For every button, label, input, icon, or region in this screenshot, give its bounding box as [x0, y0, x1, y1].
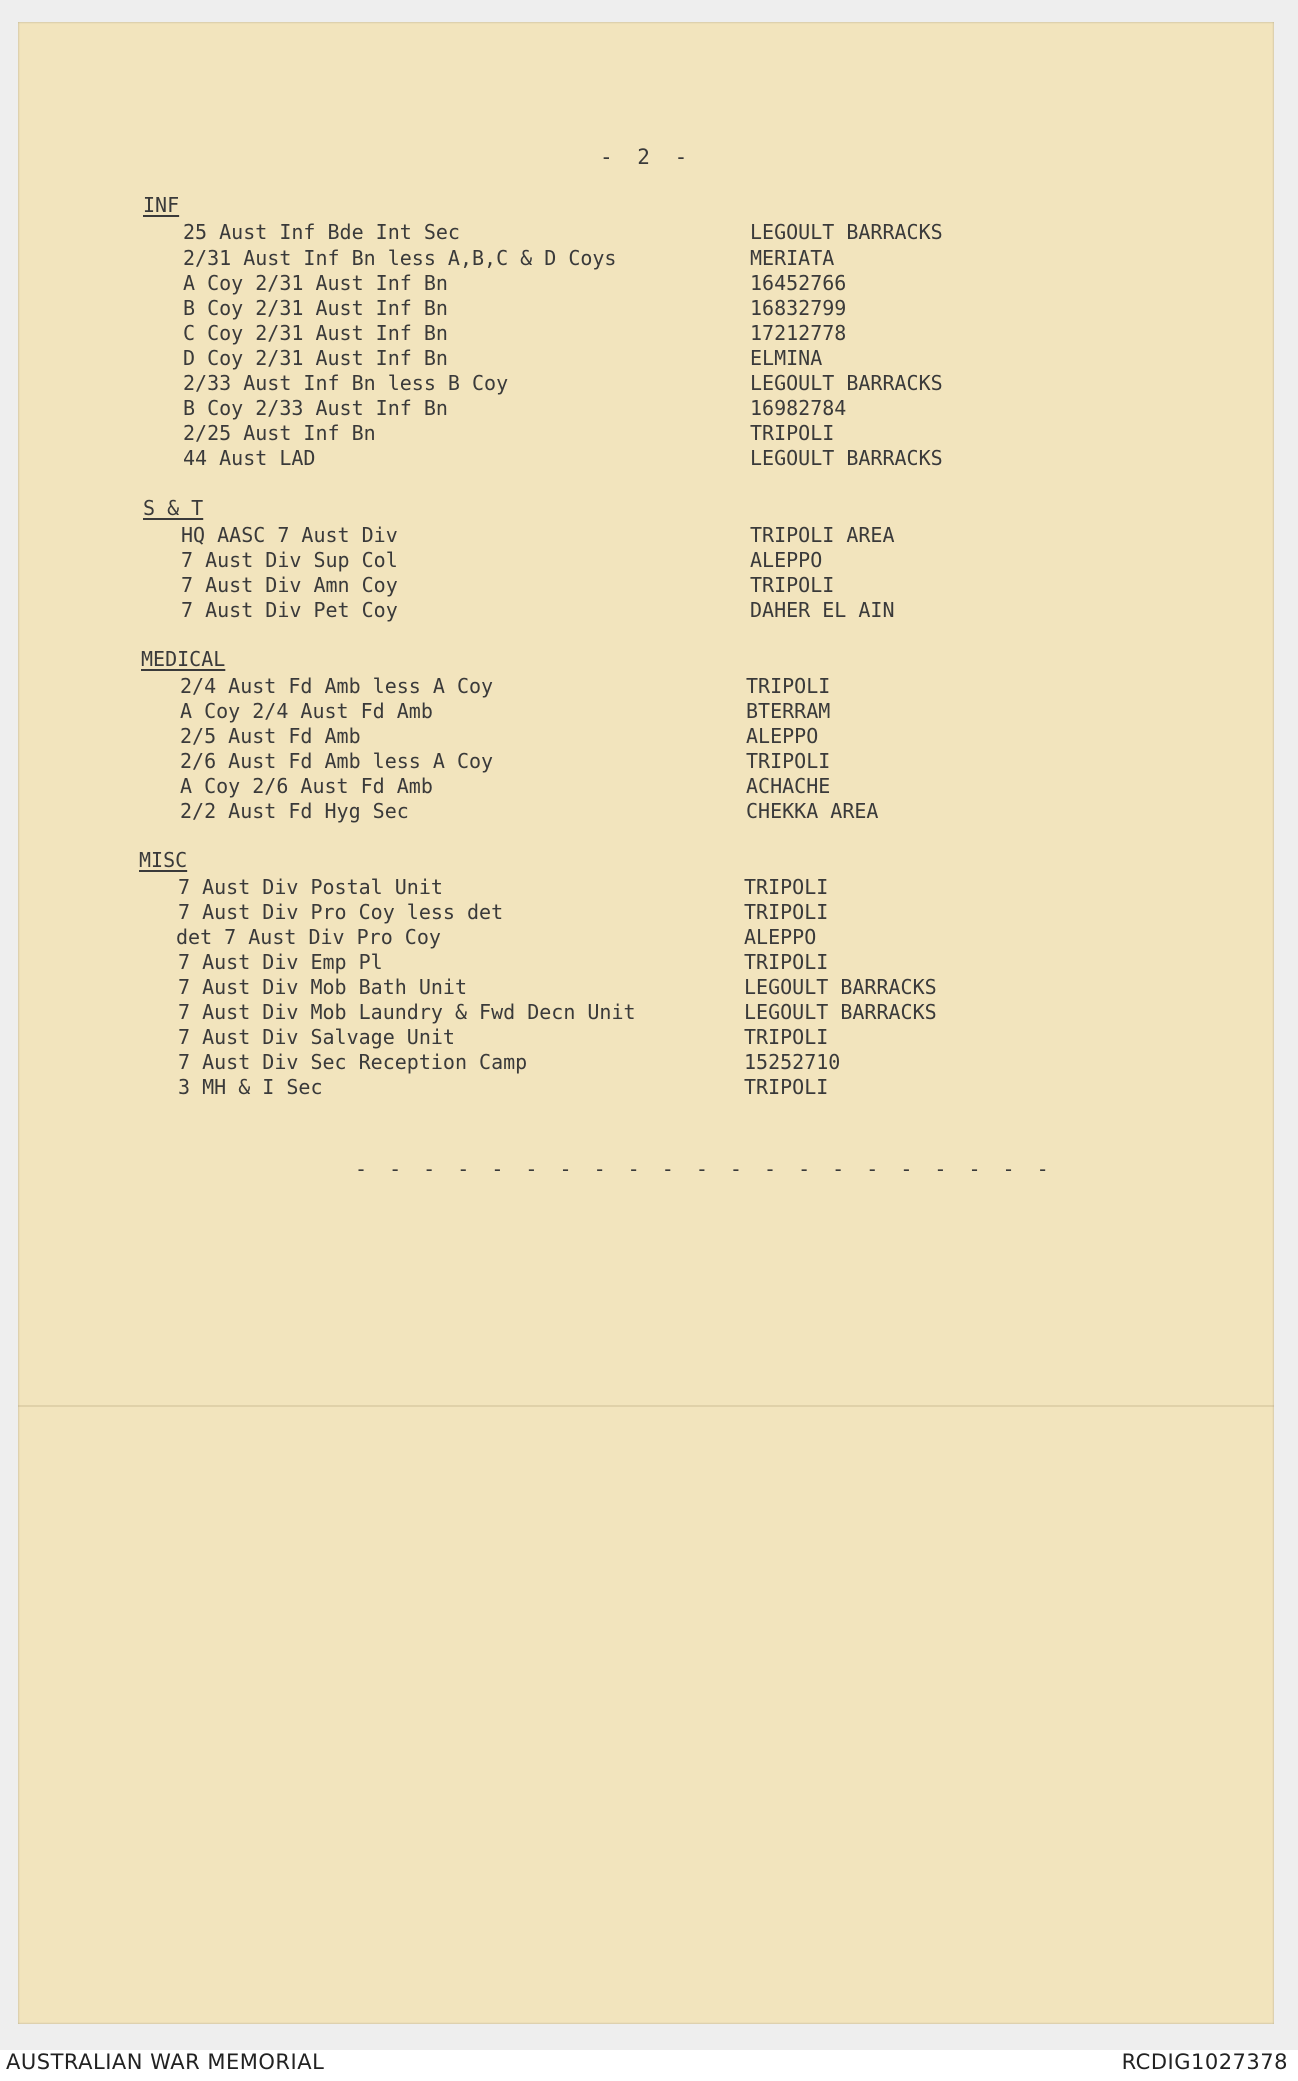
unit-location: 16452766: [750, 271, 847, 295]
unit-location: LEGOULT BARRACKS: [750, 371, 943, 395]
unit-name: 7 Aust Div Pet Coy: [181, 598, 398, 622]
section-heading-s-and-t: S & T: [143, 496, 204, 520]
list-item: [0, 950, 1298, 976]
unit-name: 7 Aust Div Mob Bath Unit: [178, 975, 467, 999]
unit-name: 2/31 Aust Inf Bn less A,B,C & D Coys: [183, 246, 617, 270]
section-heading-medical: MEDICAL: [141, 647, 226, 671]
unit-name: 7 Aust Div Amn Coy: [181, 573, 398, 597]
list-item: [0, 271, 1298, 297]
list-item: [0, 523, 1298, 549]
list-item: [0, 246, 1298, 272]
unit-name: 2/6 Aust Fd Amb less A Coy: [180, 749, 494, 773]
unit-location: LEGOULT BARRACKS: [750, 446, 943, 470]
unit-location: BTERRAM: [746, 699, 831, 723]
unit-location: ALEPPO: [744, 925, 817, 949]
list-item: [0, 674, 1298, 700]
unit-location: LEGOULT BARRACKS: [744, 975, 937, 999]
unit-location: ALEPPO: [750, 548, 823, 572]
unit-name: 2/33 Aust Inf Bn less B Coy: [183, 371, 509, 395]
unit-name: HQ AASC 7 Aust Div: [181, 523, 398, 547]
list-item: [0, 975, 1298, 1001]
list-item: [0, 799, 1298, 825]
list-item: [0, 446, 1298, 472]
unit-name: 7 Aust Div Emp Pl: [178, 950, 383, 974]
paper-fold-line: [18, 1405, 1274, 1407]
unit-name: 2/2 Aust Fd Hyg Sec: [180, 799, 409, 823]
unit-location: LEGOULT BARRACKS: [750, 220, 943, 244]
unit-name: 7 Aust Div Salvage Unit: [178, 1025, 455, 1049]
unit-location: TRIPOLI: [744, 950, 829, 974]
list-item: [0, 548, 1298, 574]
footer-catalogue-id: RCDIG1027378: [1121, 2050, 1288, 2074]
unit-location: 15252710: [744, 1050, 841, 1074]
unit-location: TRIPOLI: [744, 875, 829, 899]
list-item: [0, 371, 1298, 397]
unit-name: det 7 Aust Div Pro Coy: [176, 925, 441, 949]
section-heading-misc: MISC: [139, 848, 188, 872]
unit-location: TRIPOLI: [744, 1025, 829, 1049]
unit-location: ELMINA: [750, 346, 823, 370]
list-item: [0, 573, 1298, 599]
end-divider: - - - - - - - - - - - - - - - - - - - - -: [355, 1157, 1054, 1181]
list-item: [0, 724, 1298, 750]
unit-location: ACHACHE: [746, 774, 831, 798]
unit-name: 2/4 Aust Fd Amb less A Coy: [180, 674, 494, 698]
unit-location: TRIPOLI AREA: [750, 523, 895, 547]
unit-name: 7 Aust Div Sup Col: [181, 548, 398, 572]
list-item: [0, 346, 1298, 372]
footer-source-label: AUSTRALIAN WAR MEMORIAL: [6, 2050, 325, 2074]
unit-name: D Coy 2/31 Aust Inf Bn: [183, 346, 448, 370]
unit-name: 7 Aust Div Postal Unit: [178, 875, 443, 899]
section-heading-inf: INF: [143, 193, 180, 217]
unit-location: TRIPOLI: [744, 900, 829, 924]
list-item: [0, 396, 1298, 422]
unit-location: TRIPOLI: [750, 573, 835, 597]
unit-location: 16832799: [750, 296, 847, 320]
unit-name: 7 Aust Div Pro Coy less det: [178, 900, 504, 924]
unit-location: CHEKKA AREA: [746, 799, 879, 823]
list-item: [0, 900, 1298, 926]
unit-location: 17212778: [750, 321, 847, 345]
unit-name: 2/5 Aust Fd Amb: [180, 724, 361, 748]
unit-name: 25 Aust Inf Bde Int Sec: [183, 220, 460, 244]
list-item: [0, 925, 1298, 951]
unit-name: 7 Aust Div Mob Laundry & Fwd Decn Unit: [178, 1000, 636, 1024]
list-item: [0, 774, 1298, 800]
unit-name: C Coy 2/31 Aust Inf Bn: [183, 321, 448, 345]
unit-location: TRIPOLI: [746, 749, 831, 773]
unit-location: ALEPPO: [746, 724, 819, 748]
unit-name: A Coy 2/31 Aust Inf Bn: [183, 271, 448, 295]
unit-name: 7 Aust Div Sec Reception Camp: [178, 1050, 528, 1074]
unit-location: DAHER EL AIN: [750, 598, 895, 622]
page-number: - 2 -: [600, 145, 694, 169]
list-item: [0, 699, 1298, 725]
list-item: [0, 598, 1298, 624]
unit-location: TRIPOLI: [744, 1075, 829, 1099]
unit-location: TRIPOLI: [750, 421, 835, 445]
unit-name: A Coy 2/4 Aust Fd Amb: [180, 699, 433, 723]
unit-name: B Coy 2/33 Aust Inf Bn: [183, 396, 448, 420]
unit-location: LEGOULT BARRACKS: [744, 1000, 937, 1024]
unit-location: 16982784: [750, 396, 847, 420]
unit-name: 2/25 Aust Inf Bn: [183, 421, 376, 445]
unit-location: TRIPOLI: [746, 674, 831, 698]
list-item: [0, 749, 1298, 775]
list-item: [0, 1050, 1298, 1076]
list-item: [0, 875, 1298, 901]
list-item: [0, 1025, 1298, 1051]
unit-name: 44 Aust LAD: [183, 446, 316, 470]
unit-location: MERIATA: [750, 246, 835, 270]
list-item: [0, 1075, 1298, 1101]
list-item: [0, 220, 1298, 246]
list-item: [0, 421, 1298, 447]
unit-name: A Coy 2/6 Aust Fd Amb: [180, 774, 433, 798]
unit-name: 3 MH & I Sec: [178, 1075, 323, 1099]
list-item: [0, 1000, 1298, 1026]
unit-name: B Coy 2/31 Aust Inf Bn: [183, 296, 448, 320]
list-item: [0, 321, 1298, 347]
list-item: [0, 296, 1298, 322]
